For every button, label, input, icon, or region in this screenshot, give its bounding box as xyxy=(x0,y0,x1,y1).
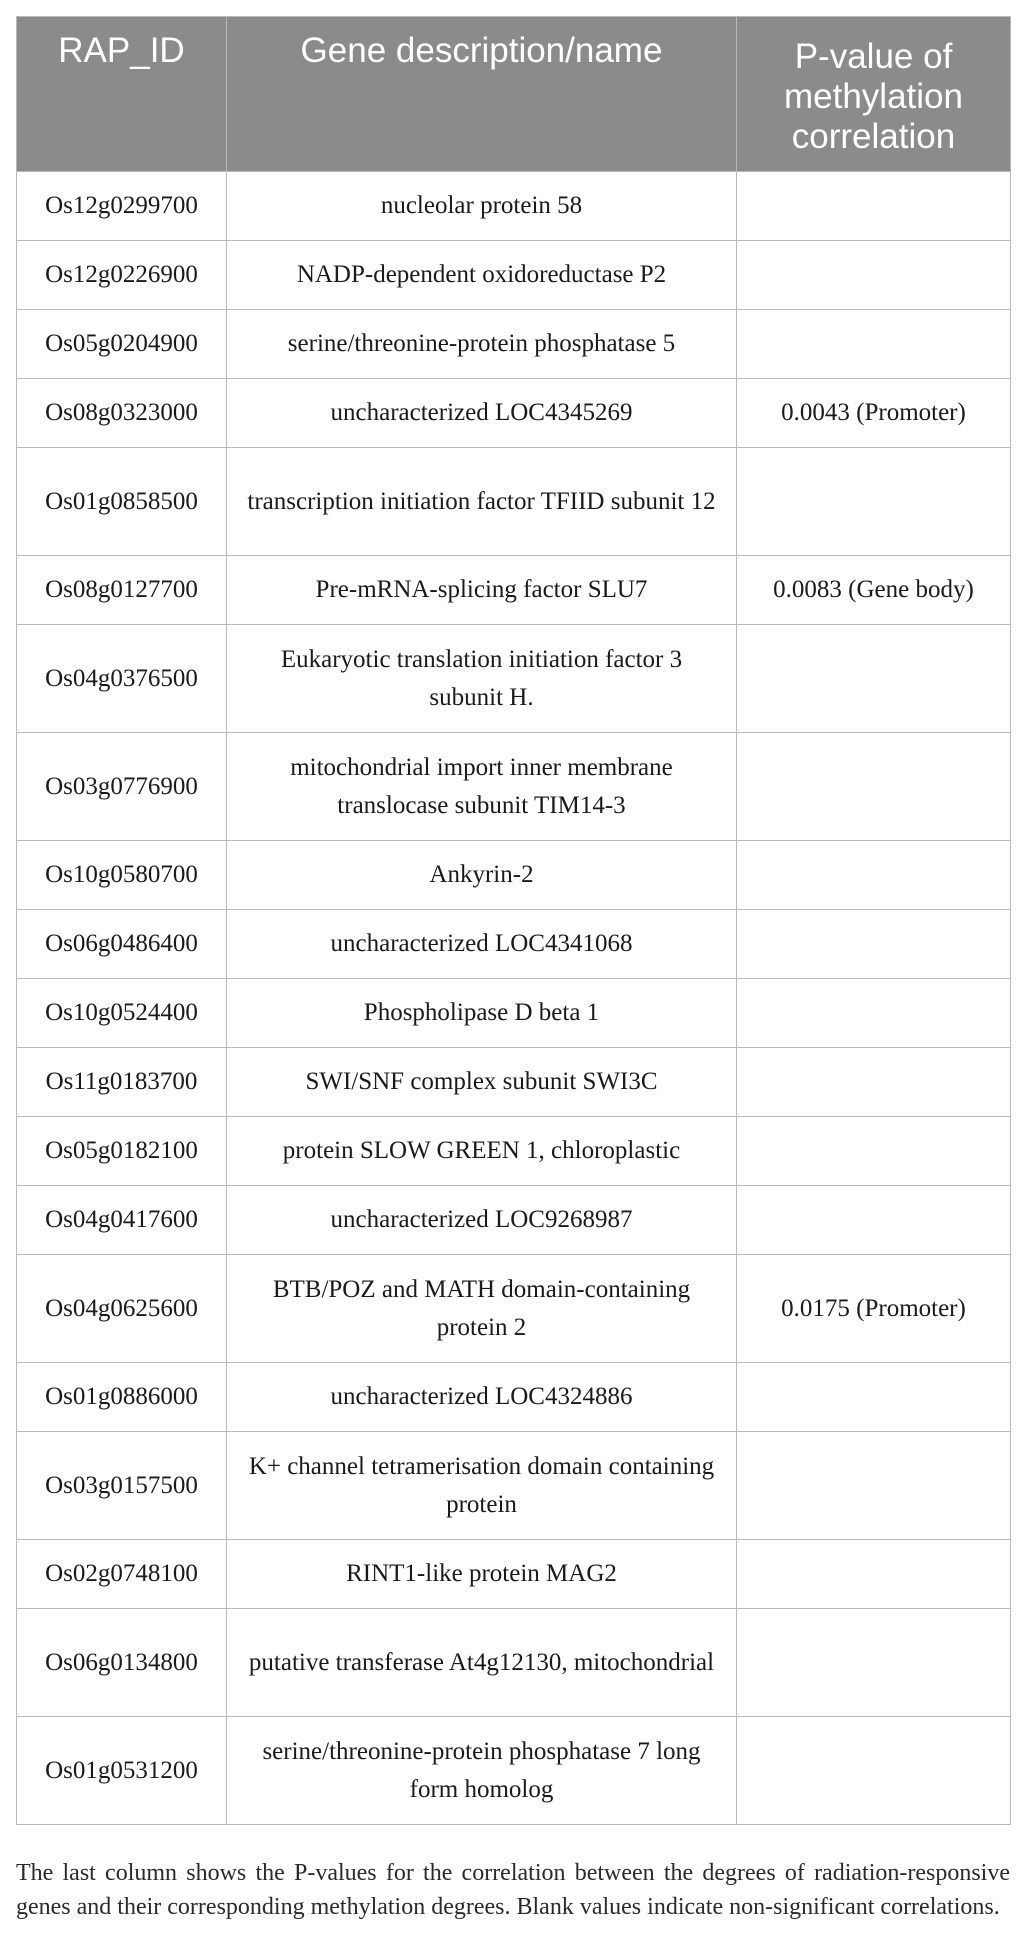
cell-rap-id: Os12g0299700 xyxy=(17,172,227,241)
header-row xyxy=(17,17,1011,172)
cell-rap-id: Os11g0183700 xyxy=(17,1048,227,1117)
cell-gene-name: K+ channel tetramerisation domain containing protein xyxy=(227,1432,737,1540)
cell-p-value xyxy=(737,1609,1011,1717)
table-row xyxy=(17,841,1011,910)
cell-gene-name: uncharacterized LOC9268987 xyxy=(227,1186,737,1255)
cell-gene-name: BTB/POZ and MATH domain-containing protein 2 xyxy=(227,1255,737,1363)
table-row xyxy=(17,1255,1011,1363)
cell-rap-id: Os06g0134800 xyxy=(17,1609,227,1717)
cell-gene-name: uncharacterized LOC4324886 xyxy=(227,1363,737,1432)
cell-rap-id: Os04g0417600 xyxy=(17,1186,227,1255)
table-row xyxy=(17,733,1011,841)
cell-gene-name: RINT1-like protein MAG2 xyxy=(227,1540,737,1609)
cell-gene-name: nucleolar protein 58 xyxy=(227,172,737,241)
table-row xyxy=(17,1117,1011,1186)
cell-p-value xyxy=(737,910,1011,979)
cell-gene-name: Pre-mRNA-splicing factor SLU7 xyxy=(227,556,737,625)
cell-p-value xyxy=(737,625,1011,733)
cell-rap-id: Os12g0226900 xyxy=(17,241,227,310)
cell-gene-name: transcription initiation factor TFIID subunit 12 xyxy=(227,448,737,556)
table-header xyxy=(17,17,1011,172)
cell-rap-id: Os01g0531200 xyxy=(17,1717,227,1825)
cell-rap-id: Os01g0886000 xyxy=(17,1363,227,1432)
cell-p-value xyxy=(737,1186,1011,1255)
cell-gene-name: NADP-dependent oxidoreductase P2 xyxy=(227,241,737,310)
table-row xyxy=(17,1432,1011,1540)
cell-p-value xyxy=(737,841,1011,910)
cell-p-value xyxy=(737,1048,1011,1117)
table-row xyxy=(17,448,1011,556)
cell-gene-name: Eukaryotic translation initiation factor 3 subunit H. xyxy=(227,625,737,733)
table-row xyxy=(17,379,1011,448)
table-row xyxy=(17,241,1011,310)
header-p-value: P-value of methylation correlation xyxy=(737,17,1011,172)
cell-rap-id: Os10g0524400 xyxy=(17,979,227,1048)
cell-rap-id: Os02g0748100 xyxy=(17,1540,227,1609)
table-row xyxy=(17,1717,1011,1825)
cell-rap-id: Os06g0486400 xyxy=(17,910,227,979)
table-body xyxy=(17,172,1011,1825)
cell-rap-id: Os01g0858500 xyxy=(17,448,227,556)
header-gene-description: Gene description/name xyxy=(227,17,737,172)
cell-gene-name: putative transferase At4g12130, mitochondrial xyxy=(227,1609,737,1717)
cell-gene-name: serine/threonine-protein phosphatase 5 xyxy=(227,310,737,379)
cell-p-value xyxy=(737,733,1011,841)
cell-rap-id: Os08g0127700 xyxy=(17,556,227,625)
cell-gene-name: SWI/SNF complex subunit SWI3C xyxy=(227,1048,737,1117)
cell-p-value xyxy=(737,979,1011,1048)
table-row xyxy=(17,172,1011,241)
cell-gene-name: uncharacterized LOC4341068 xyxy=(227,910,737,979)
cell-p-value xyxy=(737,1117,1011,1186)
cell-gene-name: Ankyrin-2 xyxy=(227,841,737,910)
cell-gene-name: Phospholipase D beta 1 xyxy=(227,979,737,1048)
header-rap-id: RAP_ID xyxy=(17,17,227,172)
cell-gene-name: serine/threonine-protein phosphatase 7 long form homolog xyxy=(227,1717,737,1825)
table-row xyxy=(17,910,1011,979)
cell-rap-id: Os03g0157500 xyxy=(17,1432,227,1540)
cell-rap-id: Os03g0776900 xyxy=(17,733,227,841)
gene-table-container xyxy=(16,16,1010,1825)
table-row xyxy=(17,1048,1011,1117)
cell-p-value xyxy=(737,310,1011,379)
gene-table xyxy=(16,16,1011,1825)
cell-gene-name: mitochondrial import inner membrane translocase subunit TIM14-3 xyxy=(227,733,737,841)
table-row xyxy=(17,1186,1011,1255)
table-footnote: The last column shows the P-values for the correlation between the degrees of radiation-responsive genes and their corresponding methylation degrees. Blank values indicate non-significant correlations. xyxy=(16,1860,1010,1920)
cell-p-value xyxy=(737,241,1011,310)
cell-rap-id: Os05g0182100 xyxy=(17,1117,227,1186)
cell-p-value xyxy=(737,1363,1011,1432)
table-row xyxy=(17,979,1011,1048)
cell-rap-id: Os05g0204900 xyxy=(17,310,227,379)
table-row xyxy=(17,556,1011,625)
table-row xyxy=(17,625,1011,733)
cell-p-value xyxy=(737,1432,1011,1540)
cell-rap-id: Os08g0323000 xyxy=(17,379,227,448)
cell-rap-id: Os04g0625600 xyxy=(17,1255,227,1363)
table-row xyxy=(17,1363,1011,1432)
cell-gene-name: protein SLOW GREEN 1, chloroplastic xyxy=(227,1117,737,1186)
cell-p-value: 0.0175 (Promoter) xyxy=(737,1255,1011,1363)
table-row xyxy=(17,1540,1011,1609)
cell-p-value xyxy=(737,1717,1011,1825)
table-row xyxy=(17,1609,1011,1717)
table-row xyxy=(17,310,1011,379)
cell-rap-id: Os04g0376500 xyxy=(17,625,227,733)
cell-rap-id: Os10g0580700 xyxy=(17,841,227,910)
cell-p-value xyxy=(737,1540,1011,1609)
cell-p-value xyxy=(737,172,1011,241)
cell-p-value: 0.0043 (Promoter) xyxy=(737,379,1011,448)
cell-gene-name: uncharacterized LOC4345269 xyxy=(227,379,737,448)
cell-p-value: 0.0083 (Gene body) xyxy=(737,556,1011,625)
cell-p-value xyxy=(737,448,1011,556)
